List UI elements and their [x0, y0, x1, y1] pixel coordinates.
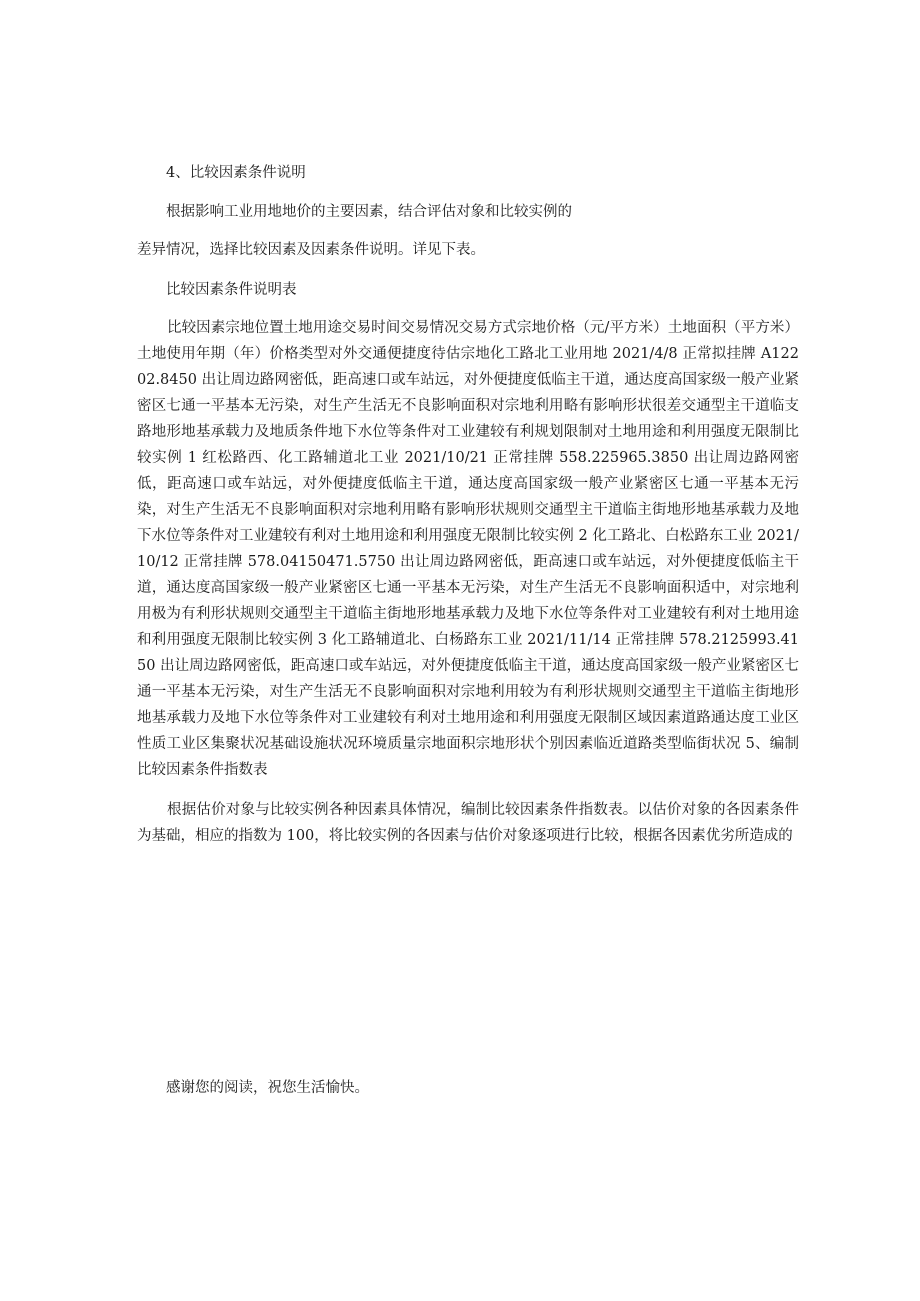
section-heading: 4、比较因素条件说明: [166, 165, 306, 181]
intro-line-1: 根据影响工业用地地价的主要因素，结合评估对象和比较实例的: [166, 204, 572, 220]
closing-line: 感谢您的阅读，祝您生活愉快。: [166, 1080, 369, 1096]
index-paragraph: 根据估价对象与比较实例各种因素具体情况，编制比较因素条件指数表。以估价对象的各因素条件为基础，相应的指数为 100，将比较实例的各因素与估价对象逐项进行比较，根据各因素优劣所造成的: [137, 802, 799, 844]
comparison-table-text: 比较因素宗地位置土地用途交易时间交易情况交易方式宗地价格（元/平方米）土地面积（平方米）土地使用年期（年）价格类型对外交通便捷度待估宗地化工路北工业用地 2021/4/8 正常拟挂牌 A12202.8450 出让周边路网密低，距高速口或车站远，对外便捷度低临主干道，通达度高国家级一般产业紧密区七通一平基本无污染，对生产生活无不良影响面积对宗地利用略有影响形状很差交通型主干道临支路地形地基承载力及地质条件地下水位等条件对工业建较有利规划限制对土地用途和利用强度无限制比较实例 1 红松路西、化工路辅道北工业 2021/10/21 正常挂牌 558.225965.3850 出让周边路网密低，距高速口或车站远，对外便捷度低临主干道，通达度高国家级一般产业紧密区七通一平基本无污染，对生产生活无不良影响面积对宗地利用略有影响形状规则交通型主干道临主街地形地基承载力及地下水位等条件对工业建较有利对土地用途和利用强度无限制比较实例 2 化工路北、白松路东工业 2021/10/12 正常挂牌 578.04150471.5750 出让周边路网密低，距高速口或车站远，对外便捷度低临主干道，通达度高国家级一般产业紧密区七通一平基本无污染，对生产生活无不良影响面积适中，对宗地利用极为有利形状规则交通型主干道临主街地形地基承载力及地下水位等条件对工业建较有利对土地用途和利用强度无限制比较实例 3 化工路辅道北、白杨路东工业 2021/11/14 正常挂牌 578.2125993.4150 出让周边路网密低，距高速口或车站远，对外便捷度低临主干道，通达度高国家级一般产业紧密区七通一平基本无污染，对生产生活无不良影响面积对宗地利用较为有利形状规则交通型主干道临主街地形地基承载力及地下水位等条件对工业建较有利对土地用途和利用强度无限制区域因素道路通达度工业区性质工业区集聚状况基础设施状况环境质量宗地面积宗地形状个别因素临近道路类型临街状况 5、编制比较因素条件指数表: [137, 320, 799, 778]
table-title: 比较因素条件说明表: [166, 282, 297, 298]
intro-line-2: 差异情况，选择比较因素及因素条件说明。详见下表。: [137, 242, 485, 258]
